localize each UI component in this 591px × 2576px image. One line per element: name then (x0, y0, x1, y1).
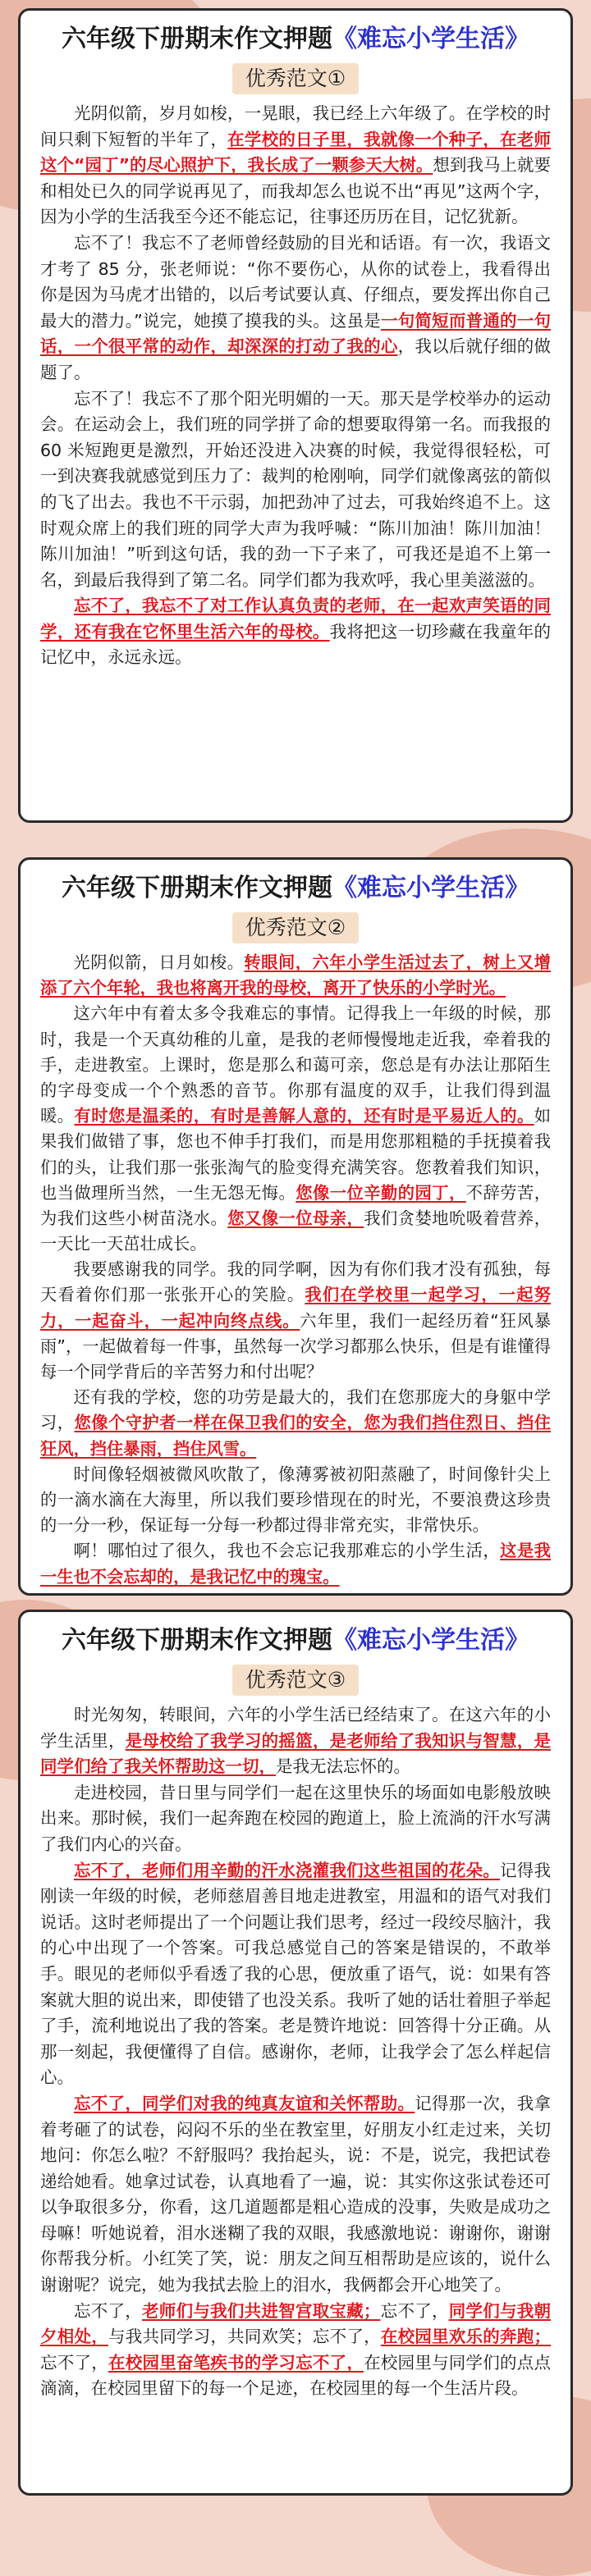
highlighted-sentence: 老师们与我们共进智宫取宝藏； (142, 2300, 381, 2321)
title-text: 六年级下册期末作文押题 (62, 25, 332, 53)
essay-paragraph (40, 593, 551, 671)
title-text: 六年级下册期末作文押题 (62, 1626, 332, 1655)
highlighted-sentence: 这是我一生也不会忘却的，是我记忆中的瑰宝。 (40, 1541, 551, 1587)
card-title (40, 22, 551, 57)
paragraph-text: ，我以后就仔细的做题了。 (40, 336, 552, 382)
essay-paragraph (40, 231, 551, 386)
highlighted-sentence: 一句简短而普通的一句话，一个很平常的动作，却深深的打动了我的心 (40, 310, 552, 357)
paragraph-text: 忘不了！我忘不了老师曾经鼓励的目光和话语。有一次，我语文才考了 85 分，张老师说：“你不要伤心，从你的试卷上，我看得出你是因为马虎才出错的，以后考试要认真、仔细点，要发挥出你自己最大的潜力。”说完，她摸了摸我的头。这虽是 (40, 232, 551, 331)
essay-paragraph (40, 1780, 551, 1858)
essay-body (40, 1702, 551, 2402)
paragraph-text: 这六年中有着太多令我难忘的事情。记得我上一年级的时候，那时，我是一个天真幼稚的儿童，是我的老师慢慢地走近我，牵着我的手，走进教室。上课时，您是那么和蔼可亲，您总是有办法让那陌生的字母变成一个个熟悉的音节。你那有温度的双手，让我们得到温暖。 (40, 1003, 551, 1126)
highlighted-sentence: 忘不了，我忘不了对工作认真负责的老师，在一起欢声笑语的同学，还有我在它怀里生活六年的母校。 (40, 596, 551, 642)
essay-paragraph (40, 386, 551, 594)
essay-paragraph (40, 2091, 551, 2299)
paragraph-text: 时光匆匆，转眼间，六年的小学生活已经结束了。在这六年的小学生活里， (40, 1705, 551, 1751)
paragraph-text: 忘不了， (74, 2300, 143, 2321)
paragraph-text: 记得那一次，我拿着考砸了的试卷，闷闷不乐的坐在教室里，好朋友小红走过来，关切地问：你怎么啦？不舒服吗？我抬起头，说：不是，说完，我把试卷递给她看。她拿过试卷，认真地看了一遍，说：其实你这张试卷还可以争取很多分，你看，这几道题都是粗心造成的没事，失败是成功之母嘛！听她说着，泪水迷糊了我的双眼，我感激地说：谢谢你，谢谢你帮我分析。小红笑了笑，说：朋友之间互相帮助是应该的，说什么谢谢呢？说完，她为我拭去脸上的泪水，我俩都会开心地笑了。 (40, 2093, 552, 2295)
title-book-name: 《难忘小学生活》 (332, 1626, 529, 1655)
paragraph-text: 记得我刚读一年级的时候，老师慈眉善目地走进教室，用温和的语气对我们说话。这时老师提出了一个问题让我们思考，经过一段绞尽脑汁，我的心中出现了一个答案。可我总感觉自己的答案是错误的，不敢举手。眼见的老师似乎看透了我的心思，便放重了语气，说：如果有答案就大胆的说出来，即使错了也没关系。我听了她的话壮着胆子举起了手，流利地说出了我的答案。老是赞许地说：回答得十分正确。从那一刻起，我便懂得了自信。感谢你，老师，让我学会了怎么样起信心。 (40, 1860, 552, 2088)
title-book-name: 《难忘小学生活》 (332, 25, 529, 53)
essay-paragraph (40, 1385, 551, 1462)
paragraph-text: 我要感谢我的同学。我的同学啊，因为有你们我才没有孤独，每天看着你们那一张张开心的笑脸。 (40, 1259, 551, 1305)
highlighted-sentence: 忘不了，老师们用辛勤的汗水浇灌我们这些祖国的花朵。 (74, 1860, 500, 1880)
paragraph-text: 想到我马上就要和相处已久的同学说再见了，而我却怎么也说不出“再见”这两个字，因为小学的生活我至今还不能忘记，往事还历历在目，记忆犹新。 (40, 155, 551, 227)
highlighted-sentence: 我们在学校里一起学习，一起努力，一起奋斗，一起冲向终点线。 (40, 1285, 551, 1331)
paragraph-text: 还有我的学校，您的功劳是最大的，我们在您那庞大的身躯中学习， (40, 1387, 551, 1433)
paragraph-text: 光阴似箭，岁月如梭，一晃眼，我已经上六年级了。在学校的时间只剩下短暂的半年了， (40, 103, 551, 149)
essay-paragraph (40, 2299, 551, 2402)
essay-body (40, 101, 551, 671)
paragraph-text: 六年里，我们一起经历着“狂风暴雨”，一起做着每一件事，虽然每一次学习都那么快乐，但是有谁懂得每一个同学背后的辛苦努力和付出呢？ (40, 1310, 551, 1382)
essay-card-1 (18, 8, 573, 823)
essay-paragraph (40, 1257, 551, 1385)
paragraph-text: 在校园里与同学们的点点滴滴，在校园里留下的每一个足迹，在校园里的每一个生活片段。 (40, 2352, 552, 2399)
essay-paragraph (40, 1001, 551, 1257)
highlighted-sentence: 您又像一位母亲， (227, 1208, 364, 1228)
paragraph-text: 忘不了！我忘不了那个阳光明媚的一天。那天是学校举办的运动会。在运动会上，我们班的同学拼了命的想要取得第一名。而我报的 60 米短跑更是激烈，开始还没进入决赛的时候，我觉得很轻松，可一到决赛我就感觉到压力了：裁判的枪刚响，同学们就像离弦的箭似的飞了出去。我也不干示弱，加把劲冲了过去，可我始终追不上。这时观众席上的我们班的同学大声为我呼喊：“陈川加油！陈川加油！陈川加油！”听到这句话，我的劲一下子来了，可我还是追不上第一名，到最后我得到了第二名。同学们都为我欢呼，我心里美滋滋的。 (40, 388, 551, 590)
paragraph-text: 我将把这一切珍藏在我童年的记忆中，永远永远。 (40, 621, 552, 668)
highlighted-sentence: 在校园里欢乐的奔跑； (380, 2327, 552, 2347)
essay-badge: 优秀范文① (232, 63, 359, 94)
highlighted-sentence: 您像一位辛勤的园丁， (296, 1182, 466, 1203)
highlighted-sentence: 有时您是温柔的，有时是善解人意的，还有时是平易近人的。 (74, 1106, 534, 1126)
essay-paragraph (40, 950, 551, 1001)
highlighted-sentence: 转眼间，六年小学生活过去了，树上又增添了六个年轮，我也将离开我的母校，离开了快乐的小学时光。 (40, 952, 551, 998)
paragraph-text: 是我无法忘怀的。 (276, 1756, 410, 1777)
paragraph-text: 啊！哪怕过了很久，我也不会忘记我那难忘的小学生活， (73, 1541, 501, 1561)
highlighted-sentence: 在校园里奋笔疾书的学习忘不了， (108, 2352, 364, 2373)
highlighted-sentence: 同学们与我朝夕相处， (40, 2300, 552, 2347)
essay-paragraph (40, 1462, 551, 1539)
essay-card-2 (18, 857, 573, 1596)
paragraph-text: 如果我们做错了事，您也不伸手打我们，而是用您那粗糙的手抚摸着我们的头，让我们那一张张淘气的脸变得充满笑容。您教着我们知识，也当做理所当然，一生无怨无悔。 (40, 1106, 551, 1203)
paragraph-text: 不辞劳苦，为我们这些小树苗浇水。 (40, 1182, 551, 1228)
title-text: 六年级下册期末作文押题 (62, 874, 332, 902)
essay-card-3 (18, 1610, 573, 2496)
highlighted-sentence: 是母校给了我学习的摇篮，是老师给了我知识与智慧，是同学们给了我关怀帮助这一切， (40, 1730, 552, 1777)
essay-badge: 优秀范文② (232, 912, 359, 943)
highlighted-sentence: 在学校的日子里，我就像一个种子，在老师这个“园丁”的尽心照护下，我长成了一颗参天大树。 (40, 129, 551, 176)
essay-paragraph (40, 1702, 551, 1780)
card-title (40, 1624, 551, 1658)
essay-paragraph (40, 1538, 551, 1589)
highlighted-sentence: 您像个守护者一样在保卫我们的安全，您为我们挡住烈日、挡住狂风，挡住暴雨，挡住风雪。 (40, 1413, 551, 1459)
essay-paragraph (40, 1858, 551, 2091)
paragraph-text: 我们贪婪地吮吸着营养，一天比一天茁壮成长。 (40, 1208, 551, 1254)
essay-body (40, 950, 551, 1590)
paragraph-text: 光阴似箭，日月如梭。 (73, 952, 245, 972)
paragraph-text: 忘不了， (40, 2352, 108, 2373)
paragraph-text: 忘不了， (380, 2300, 449, 2321)
paragraph-text: 走进校园，昔日里与同学们一起在这里快乐的场面如电影般放映出来。那时候，我们一起奔跑在校园的跑道上，脸上流淌的汗水写满了我们内心的兴奋。 (40, 1782, 551, 1854)
paragraph-text: 时间像轻烟被微风吹散了，像薄雾被初阳蒸融了，时间像针尖上的一滴水滴在大海里，所以我们要珍惜现在的时光，不要浪费这珍贵的一分一秒，保证每一分每一秒都过得非常充实，非常快乐。 (40, 1464, 551, 1536)
paragraph-text: 与我共同学习，共同欢笑；忘不了， (108, 2327, 381, 2347)
essay-paragraph (40, 101, 551, 231)
card-title (40, 871, 551, 906)
title-book-name: 《难忘小学生活》 (332, 874, 529, 902)
essay-badge: 优秀范文③ (232, 1665, 359, 1696)
highlighted-sentence: 忘不了，同学们对我的纯真友谊和关怀帮助。 (74, 2093, 415, 2113)
